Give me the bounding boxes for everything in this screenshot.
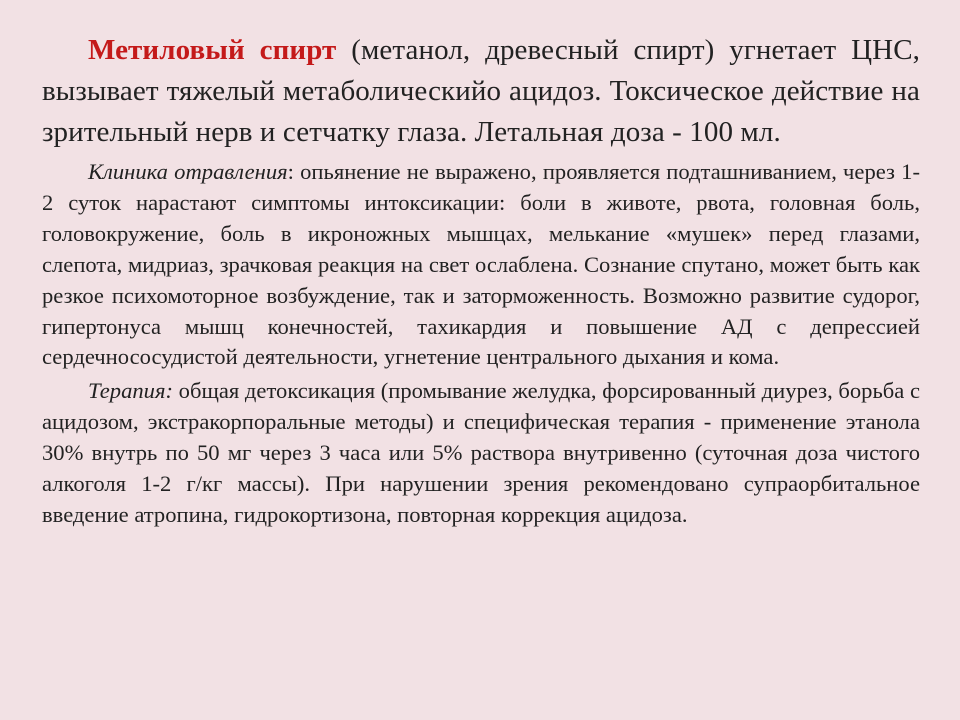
therapy-paragraph (42, 376, 920, 531)
intro-text: (метанол, древесный спирт) угнетает ЦНС, вызывает тяжелый метаболическийо ацидоз. Токсическое действие на зрительный нерв и сетчатку глаза. Летальная доза - 100 мл. (42, 34, 920, 148)
intro-paragraph (42, 30, 920, 153)
clinic-paragraph (42, 157, 920, 373)
therapy-text: общая детоксикация (промывание желудка, форсированный диурез, борьба с ацидозом, экстракорпоральные методы) и специфическая терапия - применение этанола 30% внутрь по 50 мг через 3 часа или 5% раствора внутривенно (суточная доза чистого алкоголя 1-2 г/кг массы). При нарушении зрения рекомендовано супраорбитальное введение атропина, гидрокортизона, повторная коррекция ацидоза. (42, 378, 920, 527)
clinic-text: : опьянение не выражено, проявляется подташниванием, через 1-2 суток нарастают симптомы интоксикации: боли в животе, рвота, головная боль, головокружение, боль в икроножных мышцах, мелькание «мушек» перед глазами, слепота, мидриаз, зрачковая реакция на свет ослаблена. Сознание спутано, может быть как резкое психомоторное возбуждение, так и заторможенность. Возможно развитие судорог, гипертонуса мышц конечностей, тахикардия и повышение АД с депрессией сердечнососудистой деятельности, угнетение центрального дыхания и кома. (42, 159, 921, 370)
term-heading: Метиловый спирт (88, 34, 337, 66)
therapy-label: Терапия: (88, 378, 173, 404)
clinic-label: Клиника отравления (88, 159, 288, 184)
